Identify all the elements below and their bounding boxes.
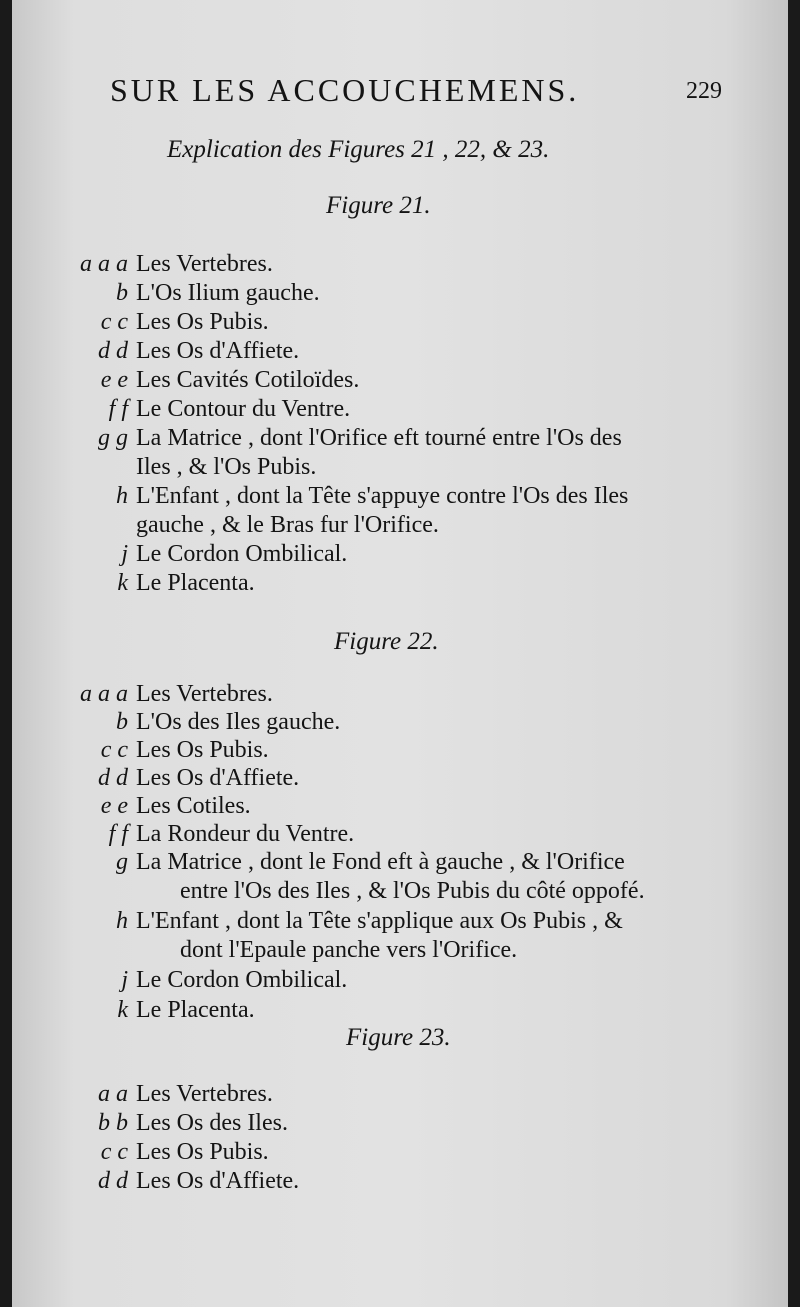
legend-text: Les Os Pubis. bbox=[136, 1139, 269, 1165]
figure-22-heading: Figure 22. bbox=[334, 628, 439, 655]
legend-entry bbox=[72, 907, 732, 965]
legend-text: Les Os Pubis. bbox=[136, 737, 269, 763]
legend-text: Les Vertebres. bbox=[136, 251, 273, 277]
running-header bbox=[110, 72, 722, 116]
legend-text-continued: entre l'Os des Iles , & l'Os Pubis du côté oppofé. bbox=[180, 878, 645, 904]
legend-key: k bbox=[117, 570, 128, 596]
legend-key: c c bbox=[100, 309, 128, 335]
legend-text: Le Placenta. bbox=[136, 570, 255, 596]
legend-key: h bbox=[116, 908, 128, 934]
legend-entry bbox=[72, 966, 732, 995]
legend-key: b bbox=[116, 280, 128, 306]
legend-text-continued: Iles , & l'Os Pubis. bbox=[136, 454, 317, 480]
legend-key: c c bbox=[100, 737, 128, 763]
legend-entry bbox=[72, 482, 732, 540]
legend-entry bbox=[72, 1138, 732, 1167]
legend-text: Le Placenta. bbox=[136, 997, 255, 1023]
legend-entry bbox=[72, 1167, 732, 1196]
legend-key: g bbox=[116, 849, 128, 875]
legend-key: f f bbox=[108, 396, 128, 422]
legend-entry bbox=[72, 848, 732, 906]
legend-key: a a bbox=[98, 1081, 128, 1107]
legend-key: d d bbox=[98, 765, 128, 791]
legend-text: Les Os d'Affiete. bbox=[136, 1168, 300, 1194]
legend-text: Les Vertebres. bbox=[136, 681, 273, 707]
legend-key: g g bbox=[98, 425, 128, 451]
legend-text: La Matrice , dont l'Orifice eft tourné entre l'Os des bbox=[136, 425, 622, 451]
legend-key: j bbox=[121, 541, 128, 567]
legend-entry bbox=[72, 1109, 732, 1138]
legend-entry bbox=[72, 820, 732, 849]
figure-21-heading: Figure 21. bbox=[326, 192, 431, 219]
legend-entry bbox=[72, 540, 732, 569]
legend-entry bbox=[72, 680, 732, 709]
legend-entry bbox=[72, 395, 732, 424]
legend-key: j bbox=[121, 967, 128, 993]
legend-key: k bbox=[117, 997, 128, 1023]
legend-key: a a a bbox=[80, 681, 128, 707]
legend-text: Les Os d'Affiete. bbox=[136, 765, 300, 791]
legend-text: Les Os des Iles. bbox=[136, 1110, 288, 1136]
legend-key: c c bbox=[100, 1139, 128, 1165]
legend-entry bbox=[72, 250, 732, 279]
legend-entry bbox=[72, 424, 732, 482]
legend-entry bbox=[72, 1080, 732, 1109]
explanation-heading: Explication des Figures 21 , 22, & 23. bbox=[167, 136, 550, 163]
legend-entry bbox=[72, 708, 732, 737]
legend-text-continued: dont l'Epaule panche vers l'Orifice. bbox=[180, 937, 518, 963]
legend-entry bbox=[72, 337, 732, 366]
legend-key: e e bbox=[100, 367, 128, 393]
legend-text: La Matrice , dont le Fond eft à gauche , & l'Orifice bbox=[136, 849, 625, 875]
legend-key: b b bbox=[98, 1110, 128, 1136]
legend-text: L'Os Ilium gauche. bbox=[136, 280, 320, 306]
legend-text: La Rondeur du Ventre. bbox=[136, 821, 355, 847]
legend-entry bbox=[72, 279, 732, 308]
legend-entry bbox=[72, 736, 732, 765]
legend-text: Les Cotiles. bbox=[136, 793, 251, 819]
legend-key: d d bbox=[98, 338, 128, 364]
legend-key: a a a bbox=[80, 251, 128, 277]
legend-key: h bbox=[116, 483, 128, 509]
legend-key: e e bbox=[100, 793, 128, 819]
legend-entry bbox=[72, 308, 732, 337]
legend-entry bbox=[72, 996, 732, 1025]
figure-23-heading: Figure 23. bbox=[346, 1024, 451, 1051]
legend-key: b bbox=[116, 709, 128, 735]
legend-entry bbox=[72, 792, 732, 821]
legend-text: L'Os des Iles gauche. bbox=[136, 709, 341, 735]
legend-text: L'Enfant , dont la Tête s'applique aux Os Pubis , & bbox=[136, 908, 623, 934]
legend-text: L'Enfant , dont la Tête s'appuye contre l'Os des Iles bbox=[136, 483, 629, 509]
legend-text: Les Cavités Cotiloïdes. bbox=[136, 367, 360, 393]
legend-text: Les Os Pubis. bbox=[136, 309, 269, 335]
book-page bbox=[12, 0, 788, 1307]
legend-entry bbox=[72, 569, 732, 598]
legend-key: d d bbox=[98, 1168, 128, 1194]
legend-text: Les Os d'Affiete. bbox=[136, 338, 300, 364]
legend-text: Le Contour du Ventre. bbox=[136, 396, 351, 422]
legend-text: Les Vertebres. bbox=[136, 1081, 273, 1107]
legend-key: f f bbox=[108, 821, 128, 847]
legend-text: Le Cordon Ombilical. bbox=[136, 967, 348, 993]
legend-text-continued: gauche , & le Bras fur l'Orifice. bbox=[136, 512, 439, 538]
page-number: 229 bbox=[686, 78, 722, 104]
legend-entry bbox=[72, 366, 732, 395]
legend-entry bbox=[72, 764, 732, 793]
running-title: SUR LES ACCOUCHEMENS. bbox=[110, 72, 580, 108]
legend-text: Le Cordon Ombilical. bbox=[136, 541, 348, 567]
